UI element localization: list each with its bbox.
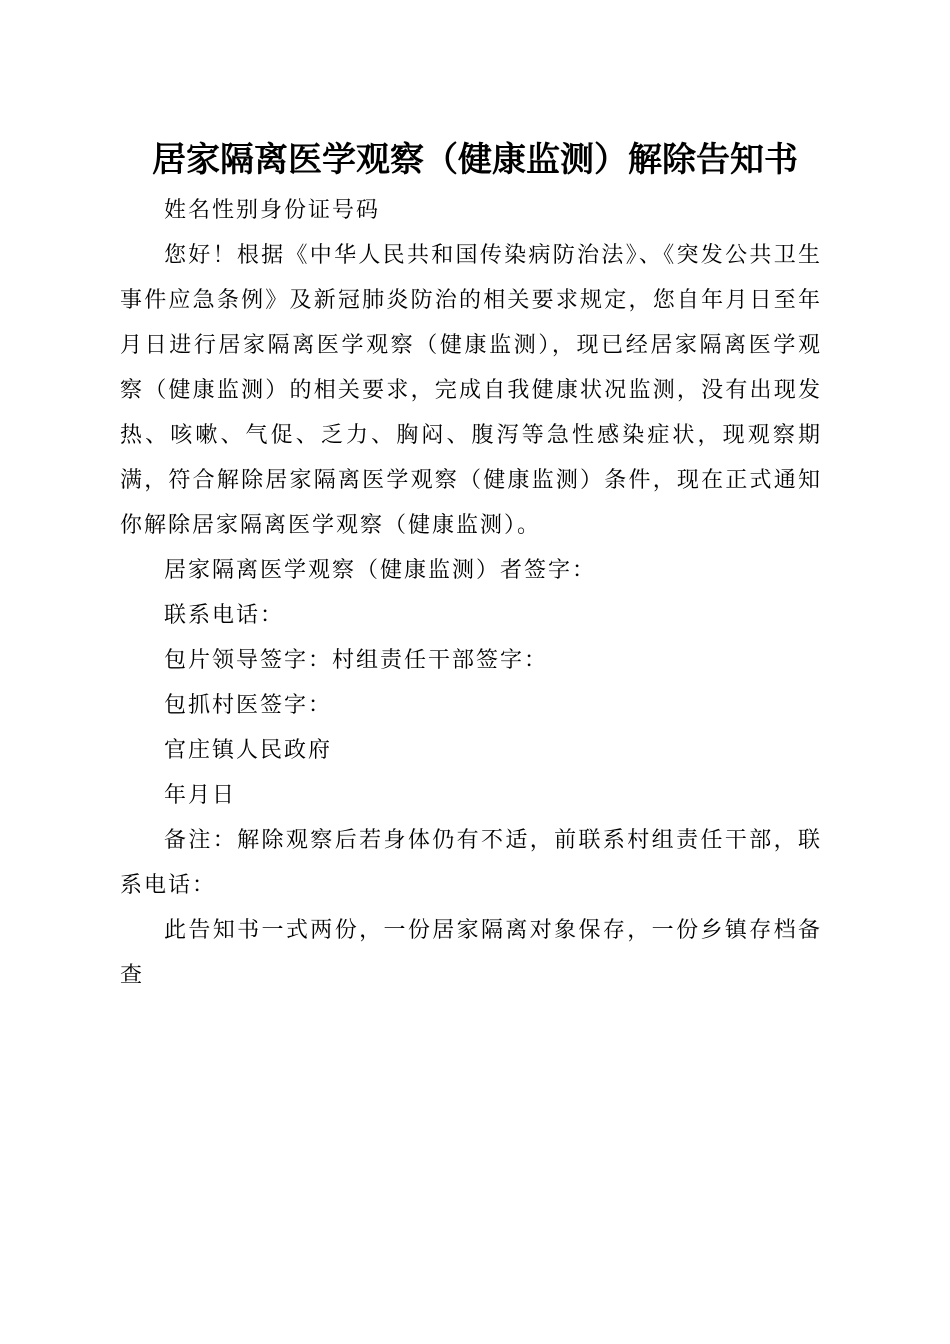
copies-note-paragraph: 此告知书一式两份，一份居家隔离对象保存，一份乡镇存档备查 — [120, 918, 822, 988]
leader-signature-line: 包片领导签字：村组责任干部签字： — [164, 648, 549, 673]
document-body — [120, 188, 822, 998]
recipient-info-line: 姓名性别身份证号码 — [164, 198, 381, 223]
date-line: 年月日 — [164, 783, 237, 808]
village-doctor-signature-line: 包抓村医签字： — [164, 693, 333, 718]
notice-main-paragraph: 您好！根据《中华人民共和国传染病防治法》、《突发公共卫生事件应急条例》及新冠肺炎防治的相关要求规定，您自年月日至年月日进行居家隔离医学观察（健康监测），现已经居家隔离医学观察（健康监测）的相关要求，完成自我健康状况监测，没有出现发热、咳嗽、气促、乏力、胸闷、腹泻等急性感染症状，现观察期满，符合解除居家隔离医学观察（健康监测）条件，现在正式通知你解除居家隔离医学观察（健康监测）。 — [120, 243, 822, 538]
observee-signature-line: 居家隔离医学观察（健康监测）者签字： — [164, 558, 597, 583]
contact-phone-line: 联系电话： — [164, 603, 285, 628]
remarks-paragraph: 备注：解除观察后若身体仍有不适，前联系村组责任干部，联系电话： — [120, 828, 822, 898]
document-title: 居家隔离医学观察（健康监测）解除告知书 — [152, 140, 798, 180]
issuing-authority: 官庄镇人民政府 — [164, 738, 333, 763]
